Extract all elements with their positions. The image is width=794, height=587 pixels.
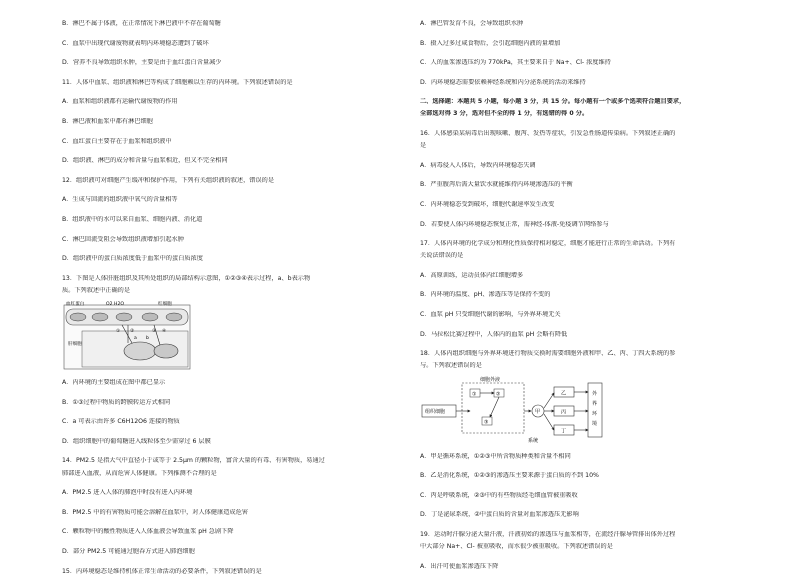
option-line: A．高原训练，运动员体内红细胞增多 xyxy=(420,271,524,279)
option-line: D．内环境稳态需要依赖神经系统和内分泌系统的活动来维持 xyxy=(420,78,586,86)
option-line: D．若要使人体内环境稳态恢复正常，需神经-体液-免疫调节网络参与 xyxy=(420,220,609,228)
question-18: 18．人体内组织细胞与外界环境进行物质交换时需要细胞外液和甲、乙、丙、丁四大系统的参 xyxy=(420,350,676,358)
option-line: B．淋巴不属于体液，在正常情况下淋巴液中不存在葡萄糖 xyxy=(62,20,221,27)
process-2-label: ② xyxy=(130,329,135,335)
option-line: C．血浆 pH 只受细胞代谢的影响，与外界环境无关 xyxy=(420,311,561,318)
outer-env-char-2: 界 xyxy=(592,400,598,407)
process-4-label: ④ xyxy=(162,329,167,335)
option-line: D．组织液、淋巴的成分和含量与血浆相近，但又不完全相同 xyxy=(62,157,228,165)
substance-a-label: a xyxy=(134,336,137,342)
system-label: 系统 xyxy=(528,437,539,444)
question-17: 17．人体内环境的化学成分和理化性质保持相对稳定，细胞才能进行正常的生命活动。下列有 xyxy=(420,240,676,248)
option-line: B．乙是消化系统，①②③的渗透压主要来源于蛋白质的不到 10% xyxy=(420,472,599,480)
system-jia-label: 甲 xyxy=(535,408,541,415)
section-two-heading-cont: 全部选对得 3 分，选对但不全的得 1 分，有选错的得 0 分。 xyxy=(420,110,589,118)
system-bing-label: 丙 xyxy=(561,409,567,416)
question-13: 13．下图是人体肝脏组织及其所处组织的局部结构示意图，①②③④表示过程，a、b表示物 xyxy=(62,274,311,282)
option-line: A．血浆和组织液都有运输代谢废物的作用 xyxy=(62,98,178,106)
option-line: B．①③过程中物质的跨膜转运方式相同 xyxy=(62,398,171,406)
outer-env-char-1: 外 xyxy=(592,390,598,397)
option-line: B．组织液中的水可以来自血浆、细胞内液、消化道 xyxy=(62,215,203,223)
question-17-cont: 关说法错误的是 xyxy=(420,252,464,260)
ecf-1-label: ① xyxy=(472,391,477,398)
substance-b-label: b xyxy=(146,336,149,342)
question-12: 12．组织液可对细胞产生缓冲和保护作用，下列有关组织液的叙述，错误的是 xyxy=(62,176,275,184)
process-3-label: ③ xyxy=(152,329,157,335)
option-line: B．严重腹泻后需大量饮水就能维持内环境渗透压的平衡 xyxy=(420,181,573,189)
option-line: B．内环境的温度、pH、渗透压等是保持不变的 xyxy=(420,291,551,299)
question-19: 19．运动时汗腺分泌大量汗液，汗液初始的渗透压与血浆相等，在流经汗腺导管排出体外过程 xyxy=(420,530,676,538)
process-1-label: ① xyxy=(116,329,121,335)
outer-env-char-3: 环 xyxy=(592,410,598,417)
question-15: 15．内环境稳态是维持机体正常生命活动的必要条件，下列叙述错误的是 xyxy=(62,567,262,575)
option-line: D．丁是泌尿系统，②中蛋白质的含量对血浆渗透压无影响 xyxy=(420,511,579,519)
question-13-cont: 质。下列叙述中正确的是 xyxy=(62,286,131,294)
outer-env-char-4: 境 xyxy=(592,420,598,427)
option-line: C．丙是呼吸系统，②③中的有些物质经毛细血管被重吸收 xyxy=(420,491,578,499)
option-line: A．内环境的主要组成在图中都已显示 xyxy=(62,379,166,387)
hepatocyte-label: 肝细胞 xyxy=(68,342,82,348)
question-19-cont: 中大部分 Na+、Cl- 被重吸收，而水很少被重吸收。下列叙述错误的是 xyxy=(420,543,613,551)
left-column xyxy=(62,20,388,587)
question-14-cont: 肺部进入血液，从而危害人体健康。下列推测不合理的是 xyxy=(62,469,217,477)
option-line: C．内环境稳态受到破坏，细胞代谢速率发生改变 xyxy=(420,200,555,208)
liver-tissue-svg xyxy=(62,299,192,371)
question-18-cont: 与。下列叙述错误的是 xyxy=(420,362,482,370)
ecf-2-label: ② xyxy=(496,391,501,398)
system-ding-label: 丁 xyxy=(561,428,567,435)
ecf-label: 细胞外液 xyxy=(480,376,501,383)
option-line: C．血浆中出现代谢废物就表明内环境稳态遭到了破坏 xyxy=(62,39,209,47)
option-line: D．马拉松比赛过程中，人体内的血浆 pH 会略有降低 xyxy=(420,330,568,338)
question-11: 11．人体中血浆、组织液和淋巴等构成了细胞赖以生存的内环境。下列叙述错误的是 xyxy=(62,78,293,86)
option-line: A．甲是循环系统，①②③中所含物质种类和含量不相同 xyxy=(420,452,571,460)
option-line: C．淋巴回流受阻会导致组织液增加引起水肿 xyxy=(62,235,184,243)
option-line: C．a 可表示由许多 C6H12O6 连接的物质 xyxy=(62,418,180,426)
section-two-heading: 二、选择题：本题共 5 小题，每小题 3 分，共 15 分。每小题有一个或多个选项符合题目要求， xyxy=(420,98,686,106)
hemoglobin-label: 血红蛋白 xyxy=(66,302,85,308)
tissue-cell-label: 组织细胞 xyxy=(425,408,446,415)
system-diagram xyxy=(420,375,620,445)
system-yi-label: 乙 xyxy=(561,390,567,397)
option-line: A．出汗可使血浆渗透压下降 xyxy=(420,562,499,570)
option-line: D．组织液中的蛋白质浓度低于血浆中的蛋白质浓度 xyxy=(62,255,203,263)
option-line: A．PM2.5 进入人体的肺泡中时没有进入内环境 xyxy=(62,489,193,497)
question-16: 16．人体感染某病毒后出现咳嗽、腹泻、发热等症状，引发急性肠道传染病。下列叙述正确的 xyxy=(420,130,676,138)
option-line: A．生成与回流的组织液中氧气的含量相等 xyxy=(62,196,178,204)
option-line: B．PM2.5 中的有害物质可能会溶解在血浆中，对人体健康造成危害 xyxy=(62,508,248,516)
option-line: D．营养不良导致组织水肿，主要是由于血红蛋白含量减少 xyxy=(62,59,222,67)
option-line: C．颗粒物中的酸性物质进入人体血液会导致血浆 pH 急剧下降 xyxy=(62,528,234,536)
liver-tissue-figure xyxy=(62,299,192,371)
right-column xyxy=(420,20,750,582)
option-line: D．组织细胞中的葡萄糖进入线粒体至少需穿过 6 层膜 xyxy=(62,437,211,445)
ecf-3-label: ③ xyxy=(484,419,489,426)
question-14: 14．PM2.5 是指大气中直径小于或等于 2.5μm 的颗粒物，富含大量的有毒、有害物质，易通过 xyxy=(62,457,325,465)
option-line: D．部分 PM2.5 可能通过胞吞方式进入肺泡细胞 xyxy=(62,547,195,555)
system-diagram-svg xyxy=(420,375,620,445)
rbc-label: 红细胞 xyxy=(158,302,172,308)
question-16-cont: 是 xyxy=(420,142,427,150)
option-line: B．摄入过多过咸食物后，会引起细胞内液的量增加 xyxy=(420,39,561,47)
molecules-label: O2 H2O xyxy=(106,302,124,308)
option-line: A．病毒侵入人体后，导致内环境稳态失调 xyxy=(420,161,536,169)
option-line: B．淋巴液和血浆中都有淋巴细胞 xyxy=(62,117,153,125)
option-line: A．淋巴管发育不良，会导致组织水肿 xyxy=(420,20,524,27)
option-line: C．血红蛋白主要存在于血浆和组织液中 xyxy=(62,137,172,145)
option-line: C．人的血浆渗透压约为 770kPa，其主要来自于 Na+、Cl- 浓度维持 xyxy=(420,59,611,67)
